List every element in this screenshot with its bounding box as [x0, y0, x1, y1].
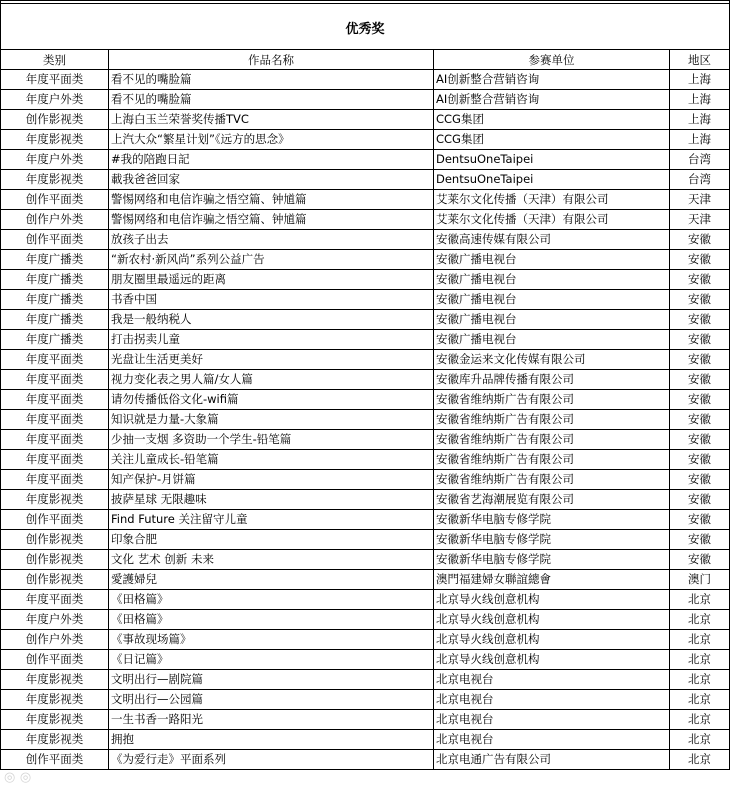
- cell-work: 拥抱: [109, 730, 434, 750]
- table-row: [1, 490, 730, 510]
- cell-work: 看不见的嘴脸篇: [109, 70, 434, 90]
- cell-organization: AI创新整合营销咨询: [434, 70, 670, 90]
- cell-category: 年度户外类: [1, 150, 109, 170]
- cell-category: 年度影视类: [1, 490, 109, 510]
- table-row: [1, 630, 730, 650]
- cell-organization: 安徽省维纳斯广告有限公司: [434, 450, 670, 470]
- cell-work: 警惕网络和电信诈骗之悟空篇、钟馗篇: [109, 210, 434, 230]
- cell-category: 创作户外类: [1, 210, 109, 230]
- cell-region: 上海: [670, 70, 730, 90]
- table-row: [1, 430, 730, 450]
- cell-region: 北京: [670, 670, 730, 690]
- cell-organization: 北京电通广告有限公司: [434, 750, 670, 770]
- cell-region: 北京: [670, 690, 730, 710]
- cell-work: 《田格篇》: [109, 610, 434, 630]
- table-row: [1, 390, 730, 410]
- table-title: 优秀奖: [1, 4, 730, 50]
- cell-organization: 安徽省维纳斯广告有限公司: [434, 390, 670, 410]
- cell-category: 年度影视类: [1, 170, 109, 190]
- table-row: [1, 670, 730, 690]
- cell-work: 文明出行—公园篇: [109, 690, 434, 710]
- cell-work: 朋友圈里最遥远的距离: [109, 270, 434, 290]
- cell-work: 少抽一支烟 多资助一个学生-铅笔篇: [109, 430, 434, 450]
- cell-organization: 安徽广播电视台: [434, 270, 670, 290]
- cell-work: 《日记篇》: [109, 650, 434, 670]
- table-row: [1, 690, 730, 710]
- cell-region: 北京: [670, 630, 730, 650]
- cell-region: 安徽: [670, 250, 730, 270]
- cell-organization: AI创新整合营销咨询: [434, 90, 670, 110]
- cell-organization: 北京电视台: [434, 690, 670, 710]
- table-row: [1, 750, 730, 770]
- table-row: [1, 550, 730, 570]
- cell-category: 年度户外类: [1, 90, 109, 110]
- cell-category: 年度平面类: [1, 470, 109, 490]
- cell-work: 印象合肥: [109, 530, 434, 550]
- cell-region: 安徽: [670, 410, 730, 430]
- cell-region: 北京: [670, 650, 730, 670]
- table-row: [1, 610, 730, 630]
- cell-organization: 安徽库升品牌传播有限公司: [434, 370, 670, 390]
- cell-region: 澳门: [670, 570, 730, 590]
- cell-region: 天津: [670, 190, 730, 210]
- cell-organization: 北京电视台: [434, 670, 670, 690]
- table-row: [1, 410, 730, 430]
- cell-organization: 北京电视台: [434, 710, 670, 730]
- header-region: 地区: [670, 50, 730, 70]
- cell-region: 上海: [670, 130, 730, 150]
- table-row: [1, 230, 730, 250]
- table-row: [1, 190, 730, 210]
- cell-category: 年度广播类: [1, 330, 109, 350]
- cell-region: 北京: [670, 590, 730, 610]
- cell-work: 警惕网络和电信诈骗之悟空篇、钟馗篇: [109, 190, 434, 210]
- cell-category: 创作平面类: [1, 230, 109, 250]
- cell-category: 年度广播类: [1, 250, 109, 270]
- cell-region: 安徽: [670, 450, 730, 470]
- cell-region: 北京: [670, 750, 730, 770]
- table-row: [1, 290, 730, 310]
- header-organization: 参赛单位: [434, 50, 670, 70]
- cell-region: 安徽: [670, 430, 730, 450]
- cell-organization: 安徽新华电脑专修学院: [434, 550, 670, 570]
- cell-category: 创作平面类: [1, 190, 109, 210]
- cell-region: 台湾: [670, 170, 730, 190]
- cell-category: 年度平面类: [1, 350, 109, 370]
- cell-work: 视力变化表之男人篇/女人篇: [109, 370, 434, 390]
- cell-organization: DentsuOneTaipei: [434, 170, 670, 190]
- cell-work: 放孩子出去: [109, 230, 434, 250]
- table-row: [1, 510, 730, 530]
- cell-organization: 安徽省维纳斯广告有限公司: [434, 410, 670, 430]
- cell-region: 安徽: [670, 270, 730, 290]
- table-row: [1, 730, 730, 750]
- cell-organization: 安徽新华电脑专修学院: [434, 530, 670, 550]
- table-row: [1, 110, 730, 130]
- cell-work: 《事故现场篇》: [109, 630, 434, 650]
- cell-category: 年度影视类: [1, 710, 109, 730]
- cell-category: 年度平面类: [1, 390, 109, 410]
- table-row: [1, 270, 730, 290]
- cell-work: 打击拐卖儿童: [109, 330, 434, 350]
- cell-region: 安徽: [670, 510, 730, 530]
- cell-category: 年度影视类: [1, 670, 109, 690]
- cell-organization: 澳門福建婦女聯誼總會: [434, 570, 670, 590]
- cell-work: 我是一般纳税人: [109, 310, 434, 330]
- cell-region: 安徽: [670, 530, 730, 550]
- cell-organization: 安徽广播电视台: [434, 310, 670, 330]
- cell-organization: 艾莱尔文化传播（天津）有限公司: [434, 210, 670, 230]
- table-row: [1, 70, 730, 90]
- cell-region: 北京: [670, 710, 730, 730]
- cell-organization: 安徽金运来文化传媒有限公司: [434, 350, 670, 370]
- cell-category: 年度平面类: [1, 70, 109, 90]
- cell-work: 《为爱行走》平面系列: [109, 750, 434, 770]
- table-row: [1, 710, 730, 730]
- cell-organization: 安徽广播电视台: [434, 250, 670, 270]
- cell-region: 安徽: [670, 350, 730, 370]
- table-row: [1, 450, 730, 470]
- table-row: [1, 150, 730, 170]
- cell-region: 安徽: [670, 550, 730, 570]
- cell-category: 年度影视类: [1, 130, 109, 150]
- cell-work: 披萨星球 无限趣味: [109, 490, 434, 510]
- table-row: [1, 570, 730, 590]
- table-row: [1, 330, 730, 350]
- cell-category: 创作影视类: [1, 530, 109, 550]
- watermark-logo: ◎ ◎: [4, 770, 32, 785]
- cell-region: 安徽: [670, 230, 730, 250]
- cell-region: 北京: [670, 730, 730, 750]
- cell-category: 创作平面类: [1, 650, 109, 670]
- cell-region: 天津: [670, 210, 730, 230]
- cell-work: 知产保护-月饼篇: [109, 470, 434, 490]
- cell-work: 光盘让生活更美好: [109, 350, 434, 370]
- cell-category: 创作影视类: [1, 110, 109, 130]
- cell-region: 安徽: [670, 310, 730, 330]
- cell-work: 上汽大众“繁星计划”《远方的思念》: [109, 130, 434, 150]
- cell-category: 年度平面类: [1, 370, 109, 390]
- cell-category: 创作平面类: [1, 510, 109, 530]
- cell-organization: DentsuOneTaipei: [434, 150, 670, 170]
- cell-region: 上海: [670, 90, 730, 110]
- cell-category: 年度广播类: [1, 290, 109, 310]
- cell-region: 安徽: [670, 290, 730, 310]
- cell-organization: CCG集团: [434, 130, 670, 150]
- cell-category: 年度影视类: [1, 690, 109, 710]
- cell-category: 年度广播类: [1, 270, 109, 290]
- cell-work: 文化 艺术 创新 未来: [109, 550, 434, 570]
- cell-category: 创作影视类: [1, 550, 109, 570]
- table-row: [1, 210, 730, 230]
- cell-work: 文明出行—剧院篇: [109, 670, 434, 690]
- cell-work: 《田格篇》: [109, 590, 434, 610]
- cell-organization: 北京电视台: [434, 730, 670, 750]
- cell-organization: 安徽省艺海潮展览有限公司: [434, 490, 670, 510]
- cell-category: 年度影视类: [1, 730, 109, 750]
- table-row: [1, 250, 730, 270]
- cell-organization: 安徽新华电脑专修学院: [434, 510, 670, 530]
- cell-organization: 北京导火线创意机构: [434, 650, 670, 670]
- cell-organization: 北京导火线创意机构: [434, 590, 670, 610]
- cell-category: 创作平面类: [1, 750, 109, 770]
- table-row: [1, 90, 730, 110]
- table-row: [1, 170, 730, 190]
- cell-organization: 安徽广播电视台: [434, 290, 670, 310]
- cell-work: 載我爸爸回家: [109, 170, 434, 190]
- cell-organization: 安徽省维纳斯广告有限公司: [434, 470, 670, 490]
- cell-organization: 安徽省维纳斯广告有限公司: [434, 430, 670, 450]
- cell-region: 安徽: [670, 490, 730, 510]
- header-row: [1, 50, 730, 70]
- table-row: [1, 370, 730, 390]
- cell-work: #我的陪跑日記: [109, 150, 434, 170]
- table-row: [1, 590, 730, 610]
- cell-work: 愛護婦兒: [109, 570, 434, 590]
- cell-work: 上海白玉兰荣誉奖传播TVC: [109, 110, 434, 130]
- table-row: [1, 530, 730, 550]
- cell-work: 看不见的嘴脸篇: [109, 90, 434, 110]
- cell-organization: 安徽高速传媒有限公司: [434, 230, 670, 250]
- cell-category: 年度平面类: [1, 430, 109, 450]
- cell-region: 台湾: [670, 150, 730, 170]
- cell-category: 年度户外类: [1, 610, 109, 630]
- cell-organization: CCG集团: [434, 110, 670, 130]
- cell-region: 安徽: [670, 370, 730, 390]
- cell-category: 年度广播类: [1, 310, 109, 330]
- cell-organization: 北京导火线创意机构: [434, 610, 670, 630]
- cell-category: 创作户外类: [1, 630, 109, 650]
- cell-work: Find Future 关注留守儿童: [109, 510, 434, 530]
- table-row: [1, 650, 730, 670]
- cell-work: 一生书香一路阳光: [109, 710, 434, 730]
- cell-work: 书香中国: [109, 290, 434, 310]
- cell-work: 关注儿童成长-铅笔篇: [109, 450, 434, 470]
- cell-category: 年度平面类: [1, 450, 109, 470]
- cell-work: 知识就是力量-大象篇: [109, 410, 434, 430]
- title-row: [1, 4, 730, 50]
- cell-region: 安徽: [670, 470, 730, 490]
- table-row: [1, 310, 730, 330]
- table-row: [1, 130, 730, 150]
- cell-region: 北京: [670, 610, 730, 630]
- cell-category: 年度平面类: [1, 410, 109, 430]
- header-category: 类别: [1, 50, 109, 70]
- cell-region: 安徽: [670, 330, 730, 350]
- cell-category: 年度平面类: [1, 590, 109, 610]
- table-row: [1, 470, 730, 490]
- cell-organization: 北京导火线创意机构: [434, 630, 670, 650]
- cell-organization: 安徽广播电视台: [434, 330, 670, 350]
- header-work: 作品名称: [109, 50, 434, 70]
- cell-category: 创作影视类: [1, 570, 109, 590]
- cell-region: 上海: [670, 110, 730, 130]
- cell-organization: 艾莱尔文化传播（天津）有限公司: [434, 190, 670, 210]
- cell-region: 安徽: [670, 390, 730, 410]
- table-row: [1, 350, 730, 370]
- cell-work: 请勿传播低俗文化-wifi篇: [109, 390, 434, 410]
- cell-work: “新农村·新风尚”系列公益广告: [109, 250, 434, 270]
